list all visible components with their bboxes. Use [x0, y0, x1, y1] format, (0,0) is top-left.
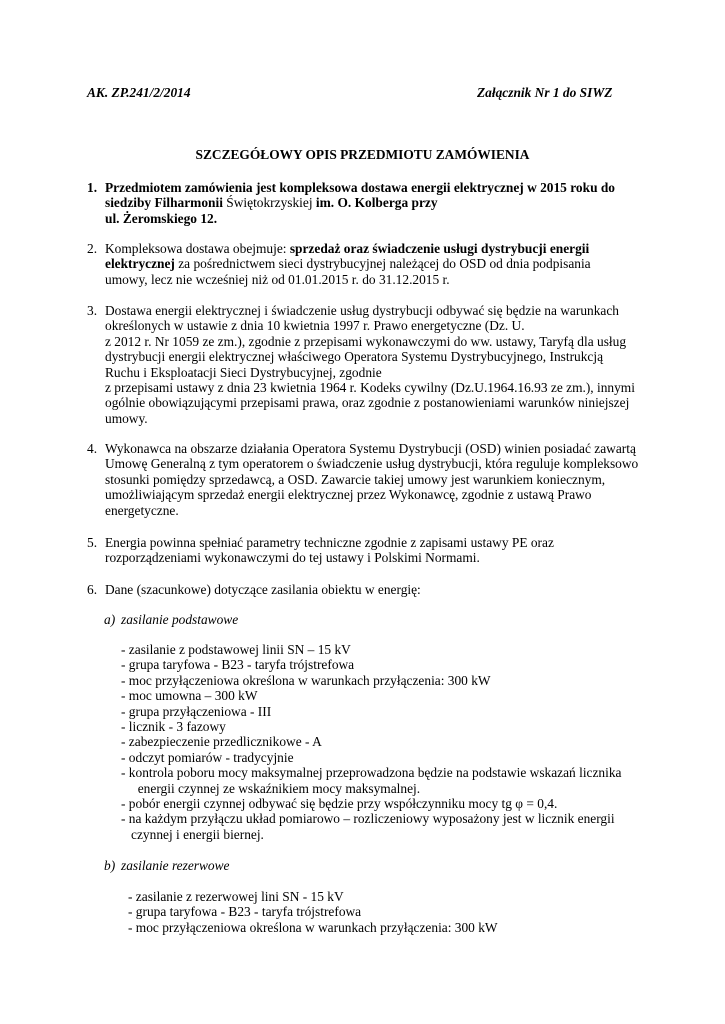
item-line: z 2012 r. Nr 1059 ze zm.), zgodnie z przepisami wykonawczymi do ww. ustawy, Taryfą dla usług — [105, 333, 627, 349]
text-run: Świętokrzyskiej — [226, 195, 313, 211]
parameter-line: - zabezpieczenie przedlicznikowe - A — [121, 734, 322, 750]
item-line: określonych w ustawie z dnia 10 kwietnia 1997 r. Prawo energetyczne (Dz. U. — [105, 318, 525, 334]
text-run: siedziby Filharmonii — [105, 195, 227, 211]
parameter-line: - odczyt pomiarów - tradycyjnie — [121, 749, 294, 765]
item-line: Dane (szacunkowe) dotyczące zasilania obiektu w energię: — [105, 582, 421, 597]
item-text — [105, 180, 625, 226]
item-text — [105, 582, 625, 597]
item-line — [105, 195, 625, 210]
parameter-line: - kontrola poboru mocy maksymalnej przeprowadzona będzie na podstawie wskazań licznika — [121, 765, 622, 781]
item-line: Dostawa energii elektrycznej i świadczenie usług dystrybucji odbywać się będzie na warunkach — [105, 303, 619, 318]
item-number: 3. — [87, 303, 98, 318]
item-line: umowy. — [105, 410, 148, 426]
parameter-line: - zasilanie z rezerwowej lini SN - 15 kV — [128, 889, 344, 904]
text-run: sprzedaż oraz świadczenie usługi dystrybucji energii — [289, 241, 590, 256]
reference-number: AK. ZP.241/2/2014 — [87, 85, 191, 100]
text-run: Kompleksowa dostawa obejmuje: — [105, 241, 290, 256]
item-text — [105, 441, 639, 518]
item-line: energetyczne. — [105, 502, 179, 518]
parameter-line: - licznik - 3 fazowy — [121, 719, 226, 735]
item-number: 2. — [87, 241, 98, 256]
subsection-title: zasilanie podstawowe — [121, 612, 239, 627]
item-line: umowy, lecz nie wcześniej niż od 01.01.2015 r. do 31.12.2015 r. — [105, 271, 450, 287]
parameter-line: - moc przyłączeniowa określona w warunkach przyłączenia: 300 kW — [121, 672, 491, 688]
attachment-label: Załącznik Nr 1 do SIWZ — [477, 85, 613, 100]
parameter-line: - moc umowna – 300 kW — [121, 688, 258, 704]
subsection-label: b) — [104, 858, 116, 873]
parameter-line: energii czynnej ze wskaźnikiem mocy maksymalnej. — [121, 780, 421, 796]
parameter-line: - pobór energii czynnej odbywać się będzie przy współczynniku mocy tg φ = 0,4. — [121, 796, 558, 812]
parameter-list — [128, 889, 498, 935]
item-number: 6. — [87, 582, 98, 597]
item-line: Ruchu i Eksploatacji Sieci Dystrybucyjnej, zgodnie — [105, 364, 382, 380]
item-number: 4. — [87, 441, 98, 456]
parameter-line: - zasilanie z podstawowej linii SN – 15 kV — [121, 642, 351, 657]
parameter-line: czynnej i energii biernej. — [121, 826, 264, 842]
item-number: 1. — [87, 180, 98, 195]
item-text — [105, 241, 625, 287]
item-line: umożliwiającym sprzedaż energii elektrycznej przez Wykonawcę, zgodnie z ustawą Prawo — [105, 487, 592, 503]
document-title: SZCZEGÓŁOWY OPIS PRZEDMIOTU ZAMÓWIENIA — [195, 147, 530, 162]
item-line: ul. Żeromskiego 12. — [105, 210, 218, 226]
item-line: Umowę Generalną z tym operatorem o świadczenie usług dystrybucji, która reguluje kompleksowo — [105, 456, 639, 472]
subsection-title: zasilanie rezerwowe — [121, 858, 230, 873]
item-line: dystrybucji energii elektrycznej właściwego Operatora Systemu Dystrybucyjnego, Instrukcją — [105, 349, 604, 365]
item-line: Przedmiotem zamówienia jest kompleksowa dostawa energii elektrycznej w 2015 roku do — [105, 180, 616, 195]
item-line — [105, 256, 625, 271]
text-run: elektrycznej — [105, 256, 175, 272]
item-line: stosunki pomiędzy sprzedawcą, a OSD. Zawarcie takiej umowy jest warunkiem koniecznym, — [105, 471, 606, 487]
item-line: Wykonawca na obszarze działania Operatora Systemu Dystrybucji (OSD) winien posiadać zawartą — [105, 441, 636, 456]
text-run: im. O. Kolberga przy — [312, 195, 438, 211]
item-text — [105, 535, 625, 566]
parameter-list — [121, 642, 621, 842]
parameter-line: - grupa taryfowa - B23 - taryfa trójstrefowa — [128, 904, 362, 920]
item-text — [105, 303, 635, 426]
parameter-line: - moc przyłączeniowa określona w warunkach przyłączenia: 300 kW — [128, 919, 498, 935]
item-number: 5. — [87, 535, 98, 550]
parameter-line: - grupa taryfowa - B23 - taryfa trójstrefowa — [121, 657, 355, 673]
subsection-label: a) — [104, 612, 116, 627]
item-line: rozporządzeniami wykonawczymi do tej ustawy i Polskimi Normami. — [105, 550, 480, 566]
item-line: Energia powinna spełniać parametry techniczne zgodnie z zapisami ustawy PE oraz — [105, 535, 554, 550]
item-line: z przepisami ustawy z dnia 23 kwietnia 1964 r. Kodeks cywilny (Dz.U.1964.16.93 ze zm.), innymi — [105, 380, 635, 396]
text-run: za pośrednictwem sieci dystrybucyjnej należącej do OSD od dnia podpisania — [174, 256, 591, 272]
parameter-line: - grupa przyłączeniowa - III — [121, 703, 272, 719]
item-line: ogólnie obowiązującymi przepisami prawa, oraz zgodnie z postanowieniami warunków niniejszej — [105, 395, 630, 411]
parameter-line: - na każdym przyłączu układ pomiarowo – rozliczeniowy wyposażony jest w licznik energii — [121, 811, 615, 827]
item-line — [105, 241, 625, 256]
